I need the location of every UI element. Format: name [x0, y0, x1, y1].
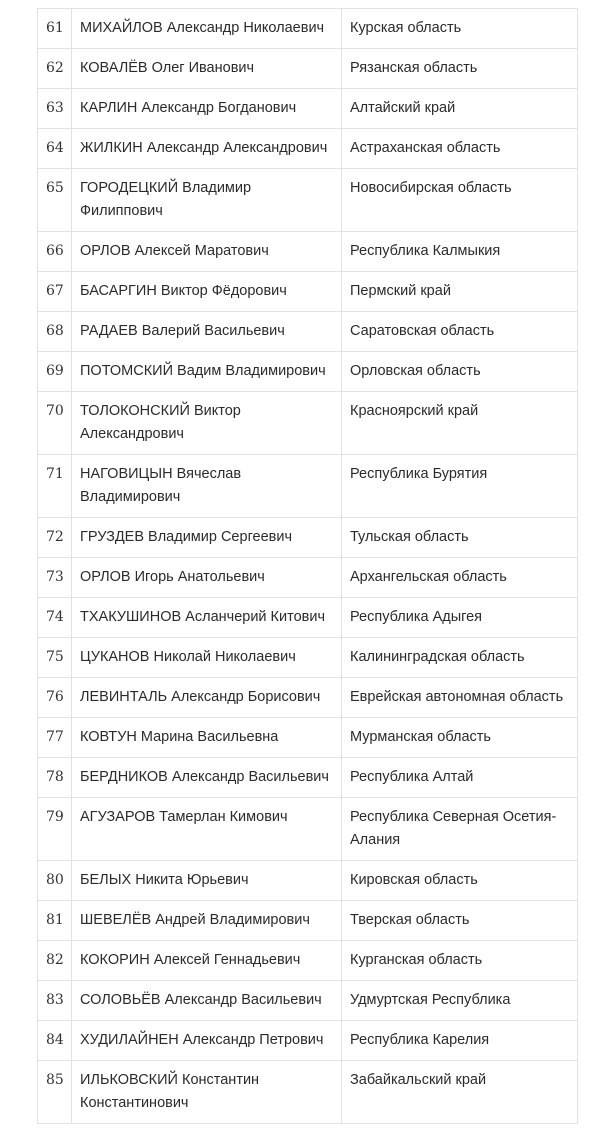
region-name: Калининградская область: [342, 638, 578, 678]
table-row: [38, 455, 578, 518]
table-row: [38, 1061, 578, 1124]
governor-name: ХУДИЛАЙНЕН Александр Петрович: [72, 1021, 342, 1061]
governor-name: ЦУКАНОВ Николай Николаевич: [72, 638, 342, 678]
governors-table: [37, 8, 578, 1124]
row-number: 83: [38, 981, 72, 1021]
region-name: Тульская область: [342, 518, 578, 558]
region-name: Рязанская область: [342, 49, 578, 89]
table-row: [38, 89, 578, 129]
table-row: [38, 861, 578, 901]
governor-name: ТХАКУШИНОВ Асланчерий Китович: [72, 598, 342, 638]
region-name: Орловская область: [342, 352, 578, 392]
table-row: [38, 129, 578, 169]
governor-name: ЖИЛКИН Александр Александрович: [72, 129, 342, 169]
governor-name: СОЛОВЬЁВ Александр Васильевич: [72, 981, 342, 1021]
governor-name: НАГОВИЦЫН Вячеслав Владимирович: [72, 455, 342, 518]
table-row: [38, 678, 578, 718]
row-number: 74: [38, 598, 72, 638]
row-number: 72: [38, 518, 72, 558]
table-row: [38, 169, 578, 232]
table-row: [38, 901, 578, 941]
region-name: Республика Карелия: [342, 1021, 578, 1061]
region-name: Новосибирская область: [342, 169, 578, 232]
region-name: Архангельская область: [342, 558, 578, 598]
region-name: Республика Адыгея: [342, 598, 578, 638]
row-number: 82: [38, 941, 72, 981]
region-name: Тверская область: [342, 901, 578, 941]
governors-table-wrapper: [37, 8, 577, 1124]
row-number: 77: [38, 718, 72, 758]
table-row: [38, 718, 578, 758]
region-name: Алтайский край: [342, 89, 578, 129]
table-body: [38, 9, 578, 1124]
row-number: 70: [38, 392, 72, 455]
region-name: Курганская область: [342, 941, 578, 981]
governor-name: ЛЕВИНТАЛЬ Александр Борисович: [72, 678, 342, 718]
governor-name: КОКОРИН Алексей Геннадьевич: [72, 941, 342, 981]
row-number: 85: [38, 1061, 72, 1124]
region-name: Республика Северная Осетия-Алания: [342, 798, 578, 861]
governor-name: АГУЗАРОВ Тамерлан Кимович: [72, 798, 342, 861]
region-name: Республика Алтай: [342, 758, 578, 798]
governor-name: ПОТОМСКИЙ Вадим Владимирович: [72, 352, 342, 392]
table-row: [38, 981, 578, 1021]
table-row: [38, 1021, 578, 1061]
region-name: Курская область: [342, 9, 578, 49]
table-row: [38, 758, 578, 798]
table-row: [38, 798, 578, 861]
row-number: 73: [38, 558, 72, 598]
governor-name: ОРЛОВ Игорь Анатольевич: [72, 558, 342, 598]
governor-name: ГОРОДЕЦКИЙ Владимир Филиппович: [72, 169, 342, 232]
governor-name: БАСАРГИН Виктор Фёдорович: [72, 272, 342, 312]
governor-name: ТОЛОКОНСКИЙ Виктор Александрович: [72, 392, 342, 455]
table-row: [38, 638, 578, 678]
table-row: [38, 392, 578, 455]
row-number: 67: [38, 272, 72, 312]
table-row: [38, 518, 578, 558]
row-number: 79: [38, 798, 72, 861]
region-name: Республика Калмыкия: [342, 232, 578, 272]
governor-name: МИХАЙЛОВ Александр Николаевич: [72, 9, 342, 49]
governor-name: РАДАЕВ Валерий Васильевич: [72, 312, 342, 352]
row-number: 64: [38, 129, 72, 169]
governor-name: ОРЛОВ Алексей Маратович: [72, 232, 342, 272]
row-number: 61: [38, 9, 72, 49]
table-row: [38, 312, 578, 352]
region-name: Пермский край: [342, 272, 578, 312]
governor-name: БЕРДНИКОВ Александр Васильевич: [72, 758, 342, 798]
region-name: Забайкальский край: [342, 1061, 578, 1124]
table-row: [38, 598, 578, 638]
row-number: 75: [38, 638, 72, 678]
row-number: 68: [38, 312, 72, 352]
governor-name: ШЕВЕЛЁВ Андрей Владимирович: [72, 901, 342, 941]
table-row: [38, 232, 578, 272]
region-name: Кировская область: [342, 861, 578, 901]
region-name: Красноярский край: [342, 392, 578, 455]
governor-name: ИЛЬКОВСКИЙ Константин Константинович: [72, 1061, 342, 1124]
governor-name: БЕЛЫХ Никита Юрьевич: [72, 861, 342, 901]
table-row: [38, 352, 578, 392]
table-row: [38, 272, 578, 312]
row-number: 63: [38, 89, 72, 129]
row-number: 69: [38, 352, 72, 392]
row-number: 66: [38, 232, 72, 272]
row-number: 81: [38, 901, 72, 941]
row-number: 84: [38, 1021, 72, 1061]
governor-name: КОВТУН Марина Васильевна: [72, 718, 342, 758]
region-name: Мурманская область: [342, 718, 578, 758]
row-number: 80: [38, 861, 72, 901]
table-row: [38, 9, 578, 49]
row-number: 65: [38, 169, 72, 232]
governor-name: КОВАЛЁВ Олег Иванович: [72, 49, 342, 89]
region-name: Астраханская область: [342, 129, 578, 169]
row-number: 78: [38, 758, 72, 798]
row-number: 76: [38, 678, 72, 718]
governor-name: ГРУЗДЕВ Владимир Сергеевич: [72, 518, 342, 558]
region-name: Удмуртская Республика: [342, 981, 578, 1021]
row-number: 62: [38, 49, 72, 89]
row-number: 71: [38, 455, 72, 518]
region-name: Еврейская автономная область: [342, 678, 578, 718]
region-name: Саратовская область: [342, 312, 578, 352]
table-row: [38, 941, 578, 981]
governor-name: КАРЛИН Александр Богданович: [72, 89, 342, 129]
region-name: Республика Бурятия: [342, 455, 578, 518]
table-row: [38, 49, 578, 89]
table-row: [38, 558, 578, 598]
